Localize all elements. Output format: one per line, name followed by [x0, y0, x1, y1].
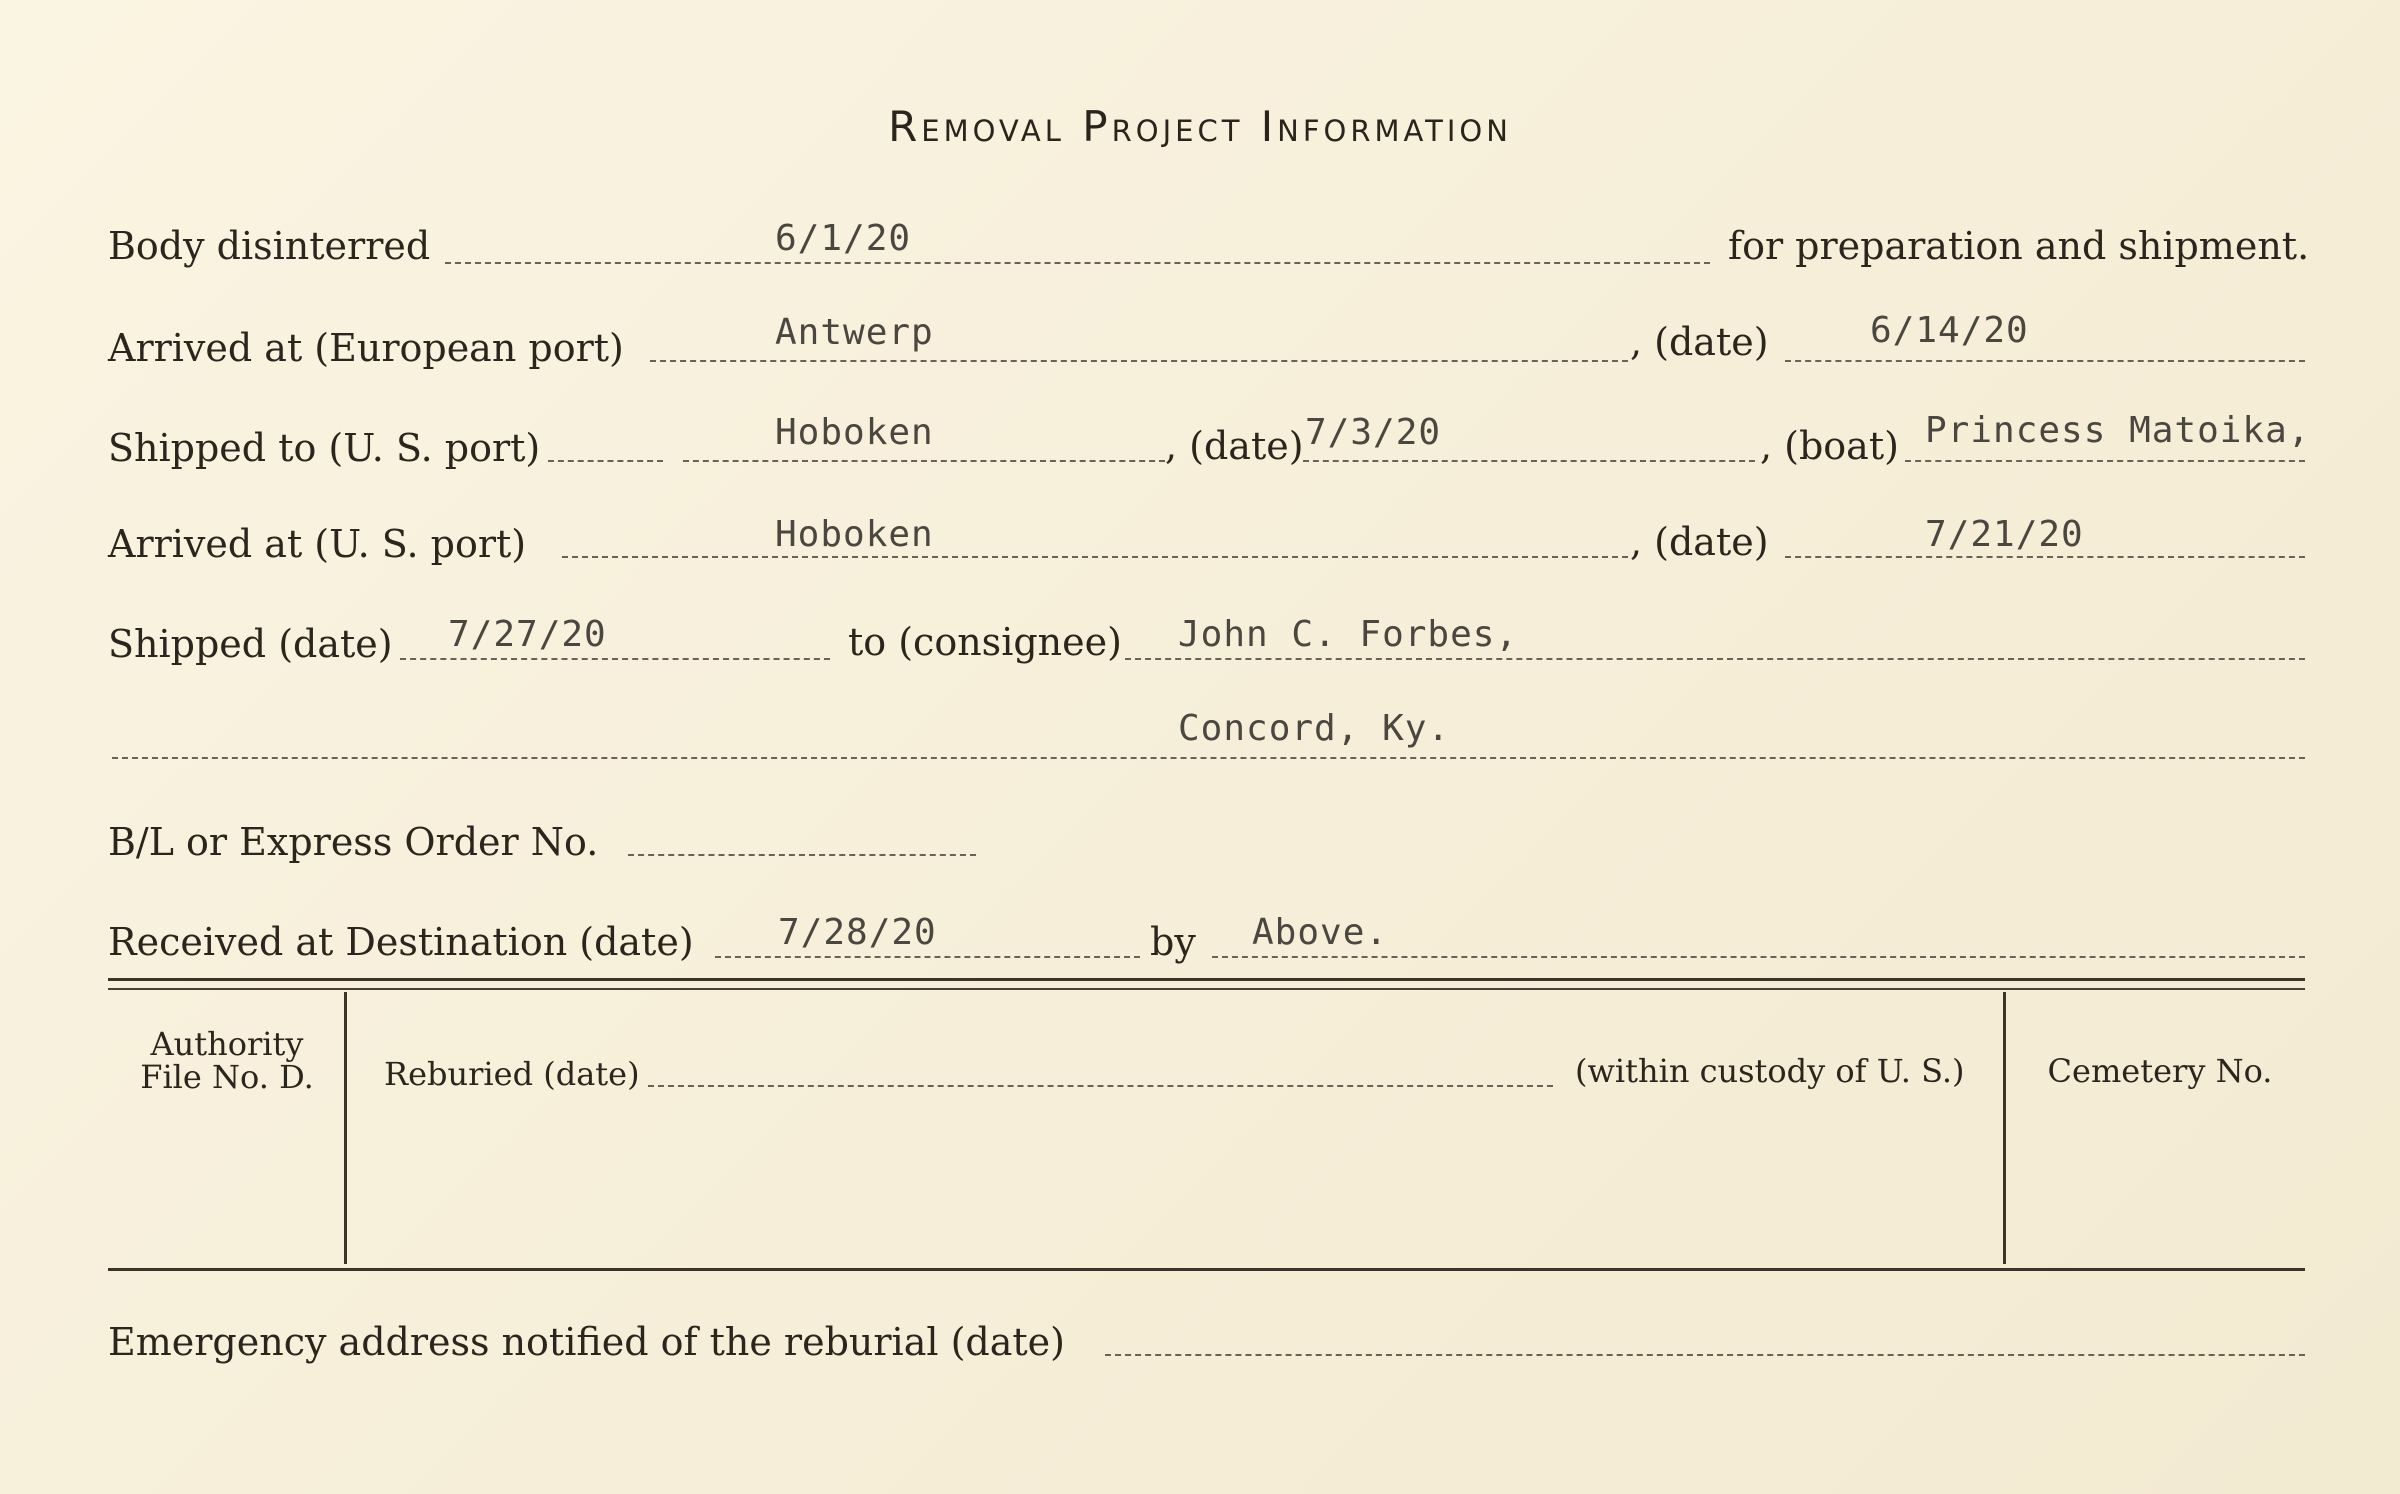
- box-top-rule-inner: [108, 988, 2305, 990]
- cemetery-label: Cemetery No.: [2047, 1052, 2273, 1090]
- arrived-us-date-label: , (date): [1630, 520, 1769, 564]
- body-disinterred-date: 6/1/20: [775, 218, 912, 259]
- shipped-us-port: Hoboken: [775, 412, 934, 453]
- authority-label-line1: Authority: [150, 1025, 304, 1063]
- arrived-european-date-line: [1785, 360, 2305, 362]
- shipped-us-boat-label: , (boat): [1760, 424, 1899, 468]
- shipped-us-date: 7/3/20: [1305, 412, 1442, 453]
- bl-label: B/L or Express Order No.: [108, 820, 599, 864]
- shipped-date-line: [400, 658, 830, 660]
- shipped-label: Shipped (date): [108, 622, 393, 666]
- received-date: 7/28/20: [778, 912, 937, 953]
- custody-label: (within custody of U. S.): [1575, 1052, 1965, 1090]
- arrived-us-date-line: [1785, 556, 2305, 558]
- authority-label-line2: File No. D.: [140, 1058, 314, 1096]
- consignee-line: [1125, 658, 2305, 660]
- reburied-label: Reburied (date): [384, 1055, 640, 1093]
- shipped-us-line-a: [548, 460, 663, 462]
- arrived-european-date: 6/14/20: [1870, 310, 2029, 351]
- arrived-european-line: [650, 360, 1628, 362]
- box-bottom-rule: [108, 1268, 2305, 1271]
- card-title: Removal Project Information: [888, 102, 1512, 151]
- consignee-label: to (consignee): [848, 620, 1122, 664]
- shipped-us-boat-line: [1905, 460, 2305, 462]
- box-divider-right: [2003, 992, 2006, 1264]
- consignee-name: John C. Forbes,: [1178, 614, 1519, 655]
- body-disinterred-label: Body disinterred: [108, 224, 431, 268]
- arrived-us-label: Arrived at (U. S. port): [108, 522, 527, 566]
- emergency-line: [1105, 1354, 2305, 1356]
- address-line: [112, 757, 2305, 759]
- arrived-us-port: Hoboken: [775, 514, 934, 555]
- shipped-us-date-line: [1303, 460, 1755, 462]
- bl-line: [628, 854, 976, 856]
- box-divider-left: [344, 992, 347, 1264]
- received-by-line: [1212, 956, 2305, 958]
- shipped-us-line-b: [683, 460, 1165, 462]
- shipped-us-label: Shipped to (U. S. port): [108, 426, 541, 470]
- consignee-address: Concord, Ky.: [1178, 708, 1451, 749]
- received-by: Above.: [1252, 912, 1389, 953]
- body-disinterred-suffix: for preparation and shipment.: [1728, 224, 2310, 268]
- arrived-us-line: [562, 556, 1628, 558]
- received-label: Received at Destination (date): [108, 920, 694, 964]
- shipped-us-boat: Princess Matoika,: [1925, 410, 2311, 451]
- box-top-rule: [108, 978, 2305, 981]
- arrived-us-date: 7/21/20: [1925, 514, 2084, 555]
- received-by-label: by: [1150, 920, 1196, 964]
- emergency-label: Emergency address notified of the reburial (date): [108, 1320, 1065, 1364]
- arrived-european-port: Antwerp: [775, 312, 934, 353]
- shipped-date: 7/27/20: [448, 614, 607, 655]
- shipped-us-date-label: , (date): [1165, 424, 1304, 468]
- received-date-line: [715, 956, 1140, 958]
- reburied-line: [648, 1085, 1553, 1087]
- body-disinterred-line: [445, 262, 1710, 264]
- arrived-european-label: Arrived at (European port): [108, 326, 624, 370]
- arrived-european-date-label: , (date): [1630, 320, 1769, 364]
